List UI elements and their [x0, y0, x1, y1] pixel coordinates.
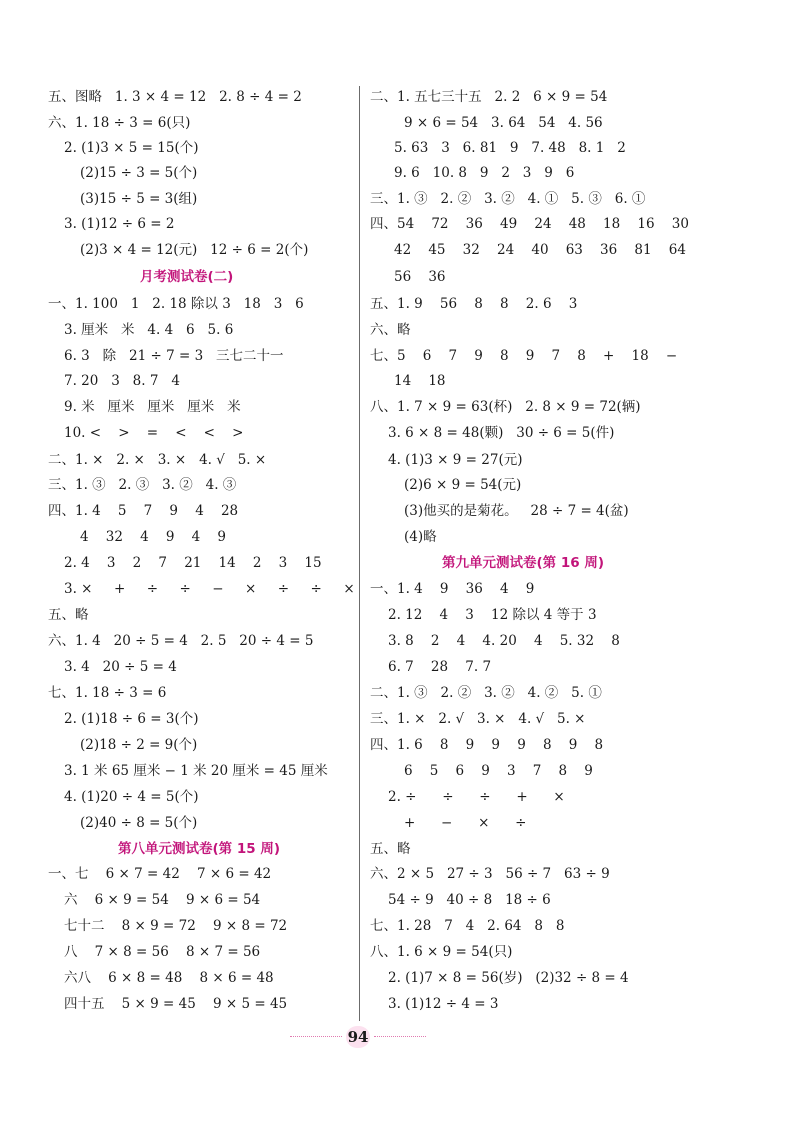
answer-line: 八、1. 6 × 9 = 54(只): [370, 944, 513, 960]
answer-line: 5. 63 3 6. 81 9 7. 48 8. 1 2: [394, 140, 626, 156]
answer-line: 2. (1)18 ÷ 6 = 3(个): [64, 711, 199, 727]
section-heading: 第八单元测试卷(第 15 周): [118, 841, 281, 857]
answer-line: 五、略: [370, 841, 411, 857]
answer-line: 二、1. 五七三十五 2. 2 6 × 9 = 54: [370, 89, 608, 105]
answer-line: 7. 20 3 8. 7 4: [64, 373, 180, 389]
answer-line: 三、1. × 2. √ 3. × 4. √ 5. ×: [370, 711, 586, 727]
answer-line: 3. 厘米 米 4. 4 6 5. 6: [64, 322, 234, 338]
answer-line: (2)18 ÷ 2 = 9(个): [80, 737, 198, 753]
answer-line: 一、七 6 × 7 = 42 7 × 6 = 42: [48, 866, 272, 882]
answer-line: 2. ÷ ÷ ÷ + ×: [388, 789, 565, 805]
page-number: 94: [347, 1028, 369, 1046]
page-footer: [0, 1022, 800, 1052]
answer-line: 三、1. ③ 2. ③ 3. ② 4. ③: [48, 477, 237, 493]
answer-line: (2)40 ÷ 8 = 5(个): [80, 815, 198, 831]
answer-line: (2)3 × 4 = 12(元) 12 ÷ 6 = 2(个): [80, 242, 309, 258]
section-heading: 第九单元测试卷(第 16 周): [442, 555, 605, 571]
answer-line: 10. < > = < < >: [64, 425, 244, 441]
answer-line: 二、1. ③ 2. ② 3. ② 4. ② 5. ①: [370, 685, 602, 701]
answer-line: 6. 7 28 7. 7: [388, 659, 492, 675]
answer-line: 六八 6 × 8 = 48 8 × 6 = 48: [64, 970, 274, 986]
answer-line: 四、1. 6 8 9 9 9 8 9 8: [370, 737, 604, 753]
column-divider: [359, 86, 360, 1021]
answer-line: 八、1. 7 × 9 = 63(杯) 2. 8 × 9 = 72(辆): [370, 399, 641, 415]
answer-line: (3)15 ÷ 5 = 3(组): [80, 191, 198, 207]
answer-line: + − × ÷: [404, 815, 527, 831]
answer-line: (2)15 ÷ 3 = 5(个): [80, 165, 198, 181]
answer-line: 六 6 × 9 = 54 9 × 6 = 54: [64, 892, 261, 908]
answer-line: 6 5 6 9 3 7 8 9: [404, 763, 593, 779]
answer-line: 六、1. 4 20 ÷ 5 = 4 2. 5 20 ÷ 4 = 5: [48, 633, 314, 649]
answer-line: 七、5 6 7 9 8 9 7 8 + 18 −: [370, 348, 678, 364]
answer-line: 二、1. × 2. × 3. × 4. √ 5. ×: [48, 452, 267, 468]
answer-line: 一、1. 4 9 36 4 9: [370, 581, 535, 597]
answer-line: 一、1. 100 1 2. 18 除以 3 18 3 6: [48, 296, 304, 312]
answer-line: 42 45 32 24 40 63 36 81 64: [394, 242, 686, 258]
answer-line: 54 ÷ 9 40 ÷ 8 18 ÷ 6: [388, 892, 551, 908]
answer-line: 2. (1)3 × 5 = 15(个): [64, 140, 199, 156]
answer-line: (4)略: [404, 529, 437, 545]
answer-line: 四、54 72 36 49 24 48 18 16 30: [370, 216, 689, 232]
answer-line: 八 7 × 8 = 56 8 × 7 = 56: [64, 944, 261, 960]
footer-dots-left: [290, 1036, 342, 1037]
answer-line: 3. 6 × 8 = 48(颗) 30 ÷ 6 = 5(件): [388, 425, 615, 441]
answer-line: 六、略: [370, 322, 411, 338]
answer-line: 三、1. ③ 2. ② 3. ② 4. ① 5. ③ 6. ①: [370, 191, 646, 207]
answer-line: 四十五 5 × 9 = 45 9 × 5 = 45: [64, 996, 288, 1012]
answer-line: 2. (1)7 × 8 = 56(岁) (2)32 ÷ 8 = 4: [388, 970, 629, 986]
footer-dots-right: [374, 1036, 426, 1037]
answer-line: 9 × 6 = 54 3. 64 54 4. 56: [404, 115, 603, 131]
answer-line: 6. 3 除 21 ÷ 7 = 3 三七二十一: [64, 348, 284, 364]
answer-line: 3. (1)12 ÷ 4 = 3: [388, 996, 499, 1012]
answer-line: (3)他买的是菊花。 28 ÷ 7 = 4(盆): [404, 503, 629, 519]
answer-line: 9. 6 10. 8 9 2 3 9 6: [394, 165, 575, 181]
answer-line: 七、1. 28 7 4 2. 64 8 8: [370, 918, 565, 934]
answer-line: 3. 1 米 65 厘米 − 1 米 20 厘米 = 45 厘米: [64, 763, 328, 779]
answer-line: 3. × + ÷ ÷ − × ÷ ÷ ×: [64, 581, 355, 597]
answer-line: 六、2 × 5 27 ÷ 3 56 ÷ 7 63 ÷ 9: [370, 866, 610, 882]
answer-line: 4. (1)20 ÷ 4 = 5(个): [64, 789, 199, 805]
answer-line: 4. (1)3 × 9 = 27(元): [388, 452, 523, 468]
answer-line: 五、略: [48, 607, 89, 623]
answer-line: 14 18: [394, 373, 446, 389]
answer-line: 2. 12 4 3 12 除以 4 等于 3: [388, 607, 597, 623]
answer-line: 四、1. 4 5 7 9 4 28: [48, 503, 239, 519]
answer-line: 3. 8 2 4 4. 20 4 5. 32 8: [388, 633, 620, 649]
answer-line: 六、1. 18 ÷ 3 = 6(只): [48, 115, 191, 131]
answer-line: 3. (1)12 ÷ 6 = 2: [64, 216, 175, 232]
answer-line: 五、1. 9 56 8 8 2. 6 3: [370, 296, 578, 312]
answer-line: 3. 4 20 ÷ 5 = 4: [64, 659, 177, 675]
answer-line: 4 32 4 9 4 9: [80, 529, 226, 545]
answer-line: 56 36: [394, 269, 446, 285]
answer-line: 七十二 8 × 9 = 72 9 × 8 = 72: [64, 918, 288, 934]
answer-line: 9. 米 厘米 厘米 厘米 米: [64, 399, 241, 415]
answer-line: (2)6 × 9 = 54(元): [404, 477, 522, 493]
answer-line: 五、图略 1. 3 × 4 = 12 2. 8 ÷ 4 = 2: [48, 89, 302, 105]
answer-line: 2. 4 3 2 7 21 14 2 3 15: [64, 555, 322, 571]
answer-line: 七、1. 18 ÷ 3 = 6: [48, 685, 167, 701]
section-heading: 月考测试卷(二): [140, 269, 234, 285]
